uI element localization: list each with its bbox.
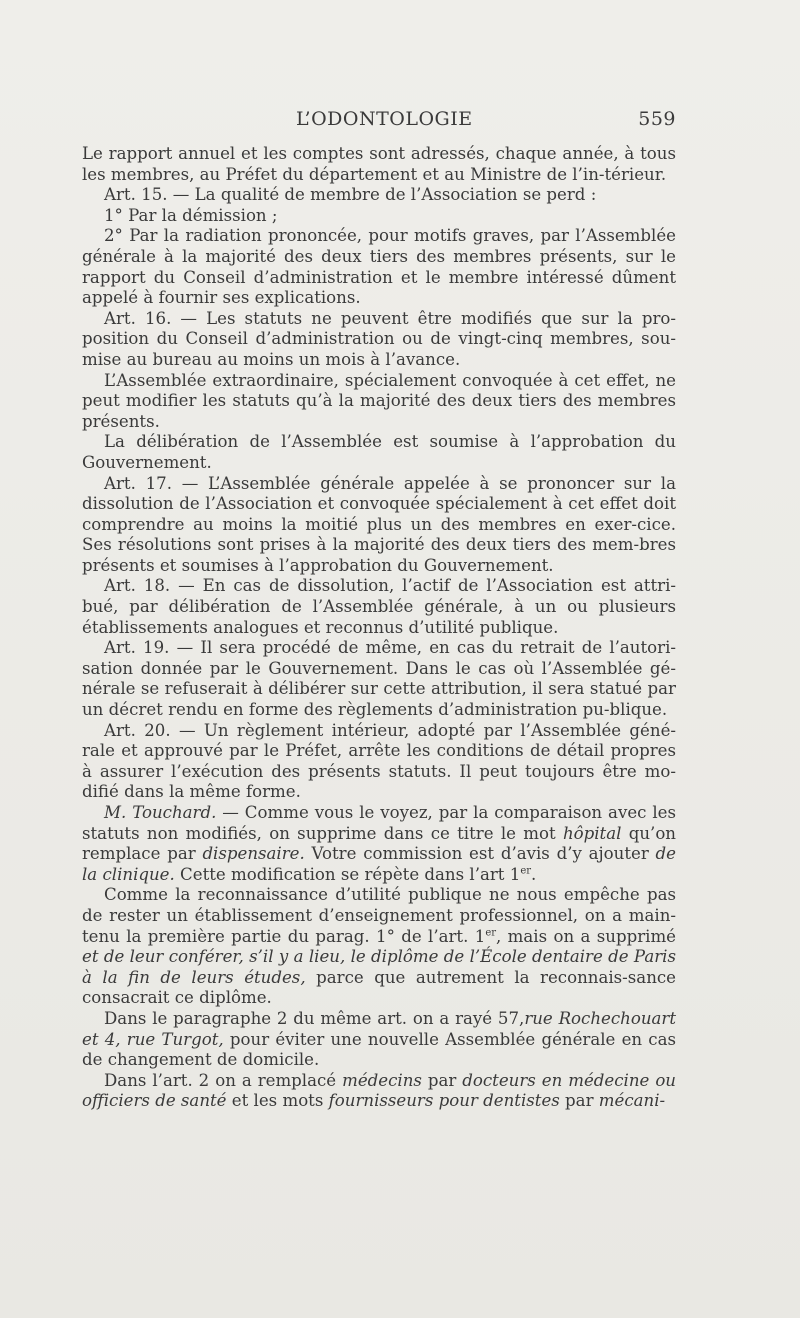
paragraph-paragraphe-2 [82,1009,676,1071]
page-number: 559 [638,108,676,130]
text-run: — Comme vous le voyez, par la comparaison avec les statuts non modifiés, on supprime dans ce titre le mot [82,803,676,843]
superscript: er [520,865,532,877]
italic-term: fournisseurs pour dentistes [328,1091,560,1111]
paragraph-art-2 [82,1071,676,1112]
page-header [82,108,676,136]
paragraph-art-15: Art. 15. — La qualité de membre de l’Association se perd : [104,185,597,205]
text-run: . [531,864,537,884]
text-run: Votre commission est d’avis d’y ajouter [304,844,656,864]
paragraph-touchard [82,803,676,885]
italic-term: médecins [342,1070,422,1090]
paragraph-art-19: Art. 19. — Il sera procédé de même, en cas du retrait de l’autori-sation donnée par le Gouvernement. Dans le cas où l’Assemblée gé-nérale se refuserait à délibérer sur cette attribution, il sera statué par un décret rendu en forme des règlements d’administration pu-blique. [82,638,676,720]
paragraph-radiation: 2° Par la radiation prononcée, pour motifs graves, par l’Assemblée générale à la majorité des deux tiers des membres présents, sur le rapport du Conseil d’administration et le membre intéressé dûment appelé à fournir ses explications. [82,226,676,308]
text-run: parce que autrement la reconnais-sance consacrait ce diplôme. [82,967,676,1008]
paragraph-reconnaissance [82,885,676,1009]
paragraph-deliberation: La délibération de l’Assemblée est soumise à l’approbation du Gouvernement. [82,432,676,472]
italic-address: rue Rochechouart et 4, rue Turgot, [82,1008,677,1049]
page-body [82,144,676,1112]
italic-term: mécani- [598,1091,666,1111]
italic-term: hôpital [562,823,622,843]
running-head: L’ODONTOLOGIE [296,108,473,130]
text-run: et les mots [226,1091,329,1111]
italic-term: dispensaire. [202,844,305,864]
text-run: par [559,1091,599,1111]
text-run: , mais on a supprimé [496,926,676,946]
paragraph-assemblee-extraordinaire: L’Assemblée extraordinaire, spécialement convoquée à cet effet, ne peut modifier les statuts qu’à la majorité des deux tiers des membres présents. [82,370,676,431]
paragraph-art-17: Art. 17. — L’Assemblée générale appelée à se prononcer sur la dissolution de l’Association et convoquée spécialement à cet effet doit comprendre au moins la moitié plus un des membres en exer-cice. Ses résolutions sont prises à la majorité des deux tiers des mem-bres présents et soumises à l’approbation du Gouvernement. [82,473,676,575]
italic-quote: et de leur conférer, s’il y a lieu, le diplôme de l’École dentaire de Paris à la fin de leurs études, [82,947,676,987]
paragraph-art-16: Art. 16. — Les statuts ne peuvent être modifiés que sur la pro-position du Conseil d’administration ou de vingt-cinq membres, sou-mise au bureau au moins un mois à l’avance. [82,308,676,369]
text-run: Dans l’art. 2 on a remplacé [104,1070,343,1090]
text-run: Cette modification se répète dans l’art 1 [174,864,521,884]
italic-term: de la clinique. [82,844,676,884]
italic-term: docteurs en médecine ou officiers de santé [82,1070,676,1111]
text-run: pour éviter une nouvelle Assemblée générale en cas de changement de domicile. [82,1029,677,1070]
text-run: Dans le paragraphe 2 du même art. on a rayé 57, [104,1008,525,1028]
superscript: er [485,927,497,939]
text-run: qu’on remplace par [82,823,676,864]
paragraph-rapport-annuel: Le rapport annuel et les comptes sont adressés, chaque année, à tous les membres, au Préfet du département et au Ministre de l’in-térieur. [82,144,676,184]
paragraph-demission: 1° Par la démission ; [104,205,278,225]
paragraph-art-18: Art. 18. — En cas de dissolution, l’actif de l’Association est attri-bué, par délibération de l’Assemblée générale, à un ou plusieurs établissements analogues et reconnus d’utilité publique. [82,576,676,637]
text-run: par [421,1070,463,1090]
text-run: Comme la reconnaissance d’utilité publique ne nous empêche pas de rester un établissement d’enseignement professionnel, on a main-tenu la première partie du parag. 1° de l’art. 1 [82,885,676,946]
speaker-name: M. Touchard. [104,803,217,822]
paragraph-art-20: Art. 20. — Un règlement intérieur, adopté par l’Assemblée géné-rale et approuvé par le Préfet, arrête les conditions de détail propres à assurer l’exécution des présents statuts. Il peut toujours être mo-difié dans la même forme. [82,720,676,802]
